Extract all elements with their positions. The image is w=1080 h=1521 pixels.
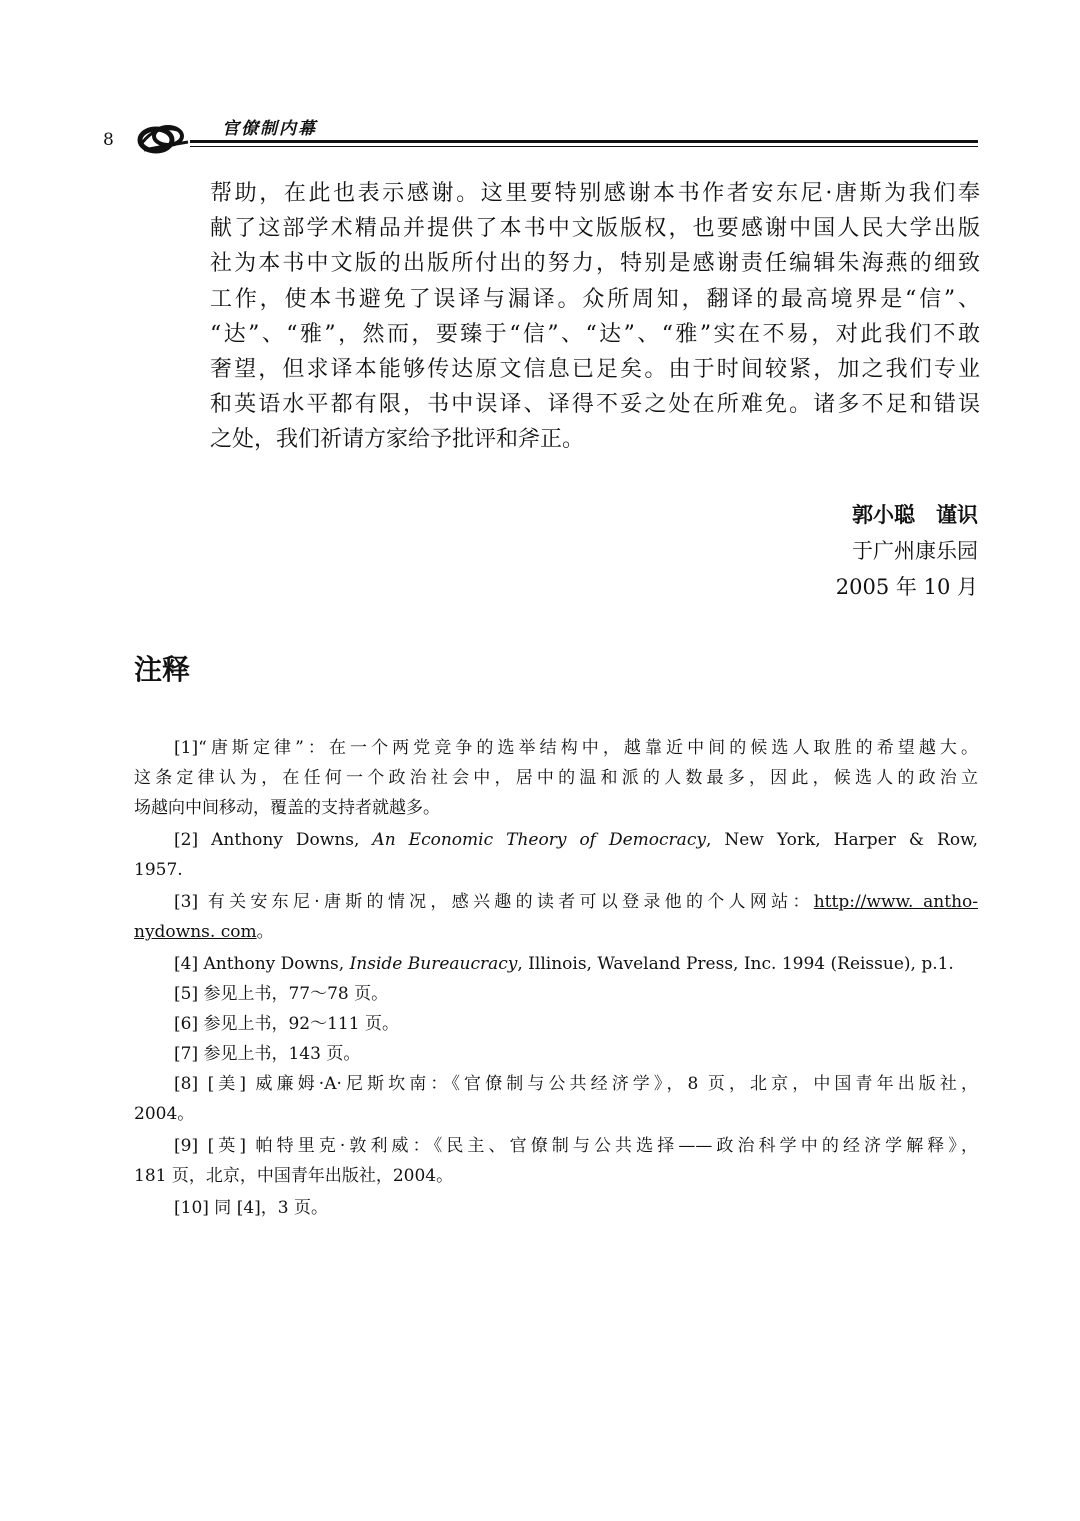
preface-line: 献了这部学术精品并提供了本书中文版版权，也要感谢中国人民大学出版 — [210, 216, 980, 242]
note-4-title: Inside Bureaucracy — [349, 954, 518, 974]
note-3-cont — [134, 917, 978, 947]
header-rule — [190, 140, 978, 143]
note-9: [9] [英] 帕特里克·敦利威：《民主、官僚制与公共选择——政治科学中的经济学解释》， — [174, 1136, 978, 1156]
signature-name: 郭小聪 谨识 — [852, 502, 978, 527]
note-3-url[interactable]: http://www. antho- — [813, 892, 978, 912]
note-3-url-cont[interactable]: nydowns. com — [134, 922, 257, 942]
preface-text — [210, 176, 980, 458]
notes-list — [134, 733, 978, 1223]
preface-line: 奢望，但求译本能够传达原文信息已足矣。由于时间较紧，加之我们专业 — [210, 356, 980, 382]
note-5: [5] 参见上书，77～78 页。 — [174, 984, 389, 1004]
note-4 — [134, 949, 978, 979]
note-10: [10] 同 [4]，3 页。 — [174, 1198, 329, 1218]
note-4-author: [4] Anthony Downs, — [174, 954, 350, 974]
note-3-punct: 。 — [256, 922, 274, 942]
book-logo-icon — [134, 116, 194, 156]
header-rule-thin — [190, 146, 978, 147]
note-3 — [134, 887, 978, 917]
preface-line: 工作，使本书避免了误译与漏译。众所周知，翻译的最高境界是“信”、 — [210, 286, 980, 312]
preface-line: 和英语水平都有限，书中误译、译得不妥之处在所难免。诸多不足和错误 — [210, 392, 980, 418]
note-4-publisher: , Illinois, Waveland Press, Inc. 1994 (Reissue), p.1. — [517, 954, 954, 974]
signature-place: 于广州康乐园 — [852, 539, 978, 563]
note-1: [1]“唐斯定律”：在一个两党竞争的选举结构中，越靠近中间的候选人取胜的希望越大。 — [174, 738, 978, 758]
signature-date: 2005 年 10 月 — [835, 575, 978, 599]
note-2 — [134, 825, 978, 855]
note-8: [8] [美] 威廉姆·A·尼斯坎南：《官僚制与公共经济学》，8 页，北京，中国青年出版社， — [174, 1074, 978, 1094]
preface-line: 帮助，在此也表示感谢。这里要特别感谢本书作者安东尼·唐斯为我们奉 — [210, 181, 980, 206]
note-9-cont: 181 页，北京，中国青年出版社，2004。 — [134, 1166, 454, 1186]
notes-heading: 注释 — [134, 653, 191, 686]
note-3-text: [3] 有关安东尼·唐斯的情况，感兴趣的读者可以登录他的个人网站： — [174, 892, 814, 912]
note-2-cont: 1957. — [134, 860, 183, 880]
running-title: 官僚制内幕 — [222, 119, 317, 139]
note-6: [6] 参见上书，92～111 页。 — [174, 1014, 399, 1034]
preface-line: “达”、“雅”，然而，要臻于“信”、“达”、“雅”实在不易，对此我们不敢 — [210, 321, 980, 347]
note-2-publisher: , New York, Harper & Row, — [705, 830, 978, 850]
note-2-title: An Economic Theory of Democracy — [372, 830, 706, 850]
page-number: 8 — [103, 130, 114, 150]
page-header — [0, 0, 1080, 170]
note-7: [7] 参见上书，143 页。 — [174, 1044, 361, 1064]
note-8-cont: 2004。 — [134, 1104, 195, 1124]
note-1-cont: 场越向中间移动，覆盖的支持者就越多。 — [134, 798, 440, 818]
preface-line: 之处，我们祈请方家给予批评和斧正。 — [210, 427, 585, 453]
note-1-cont: 这条定律认为，在任何一个政治社会中，居中的温和派的人数最多，因此，候选人的政治立 — [134, 768, 978, 788]
preface-line: 社为本书中文版的出版所付出的努力，特别是感谢责任编辑朱海燕的细致 — [210, 251, 980, 277]
signature-block — [836, 497, 978, 605]
note-2-author: [2] Anthony Downs, — [174, 830, 373, 850]
